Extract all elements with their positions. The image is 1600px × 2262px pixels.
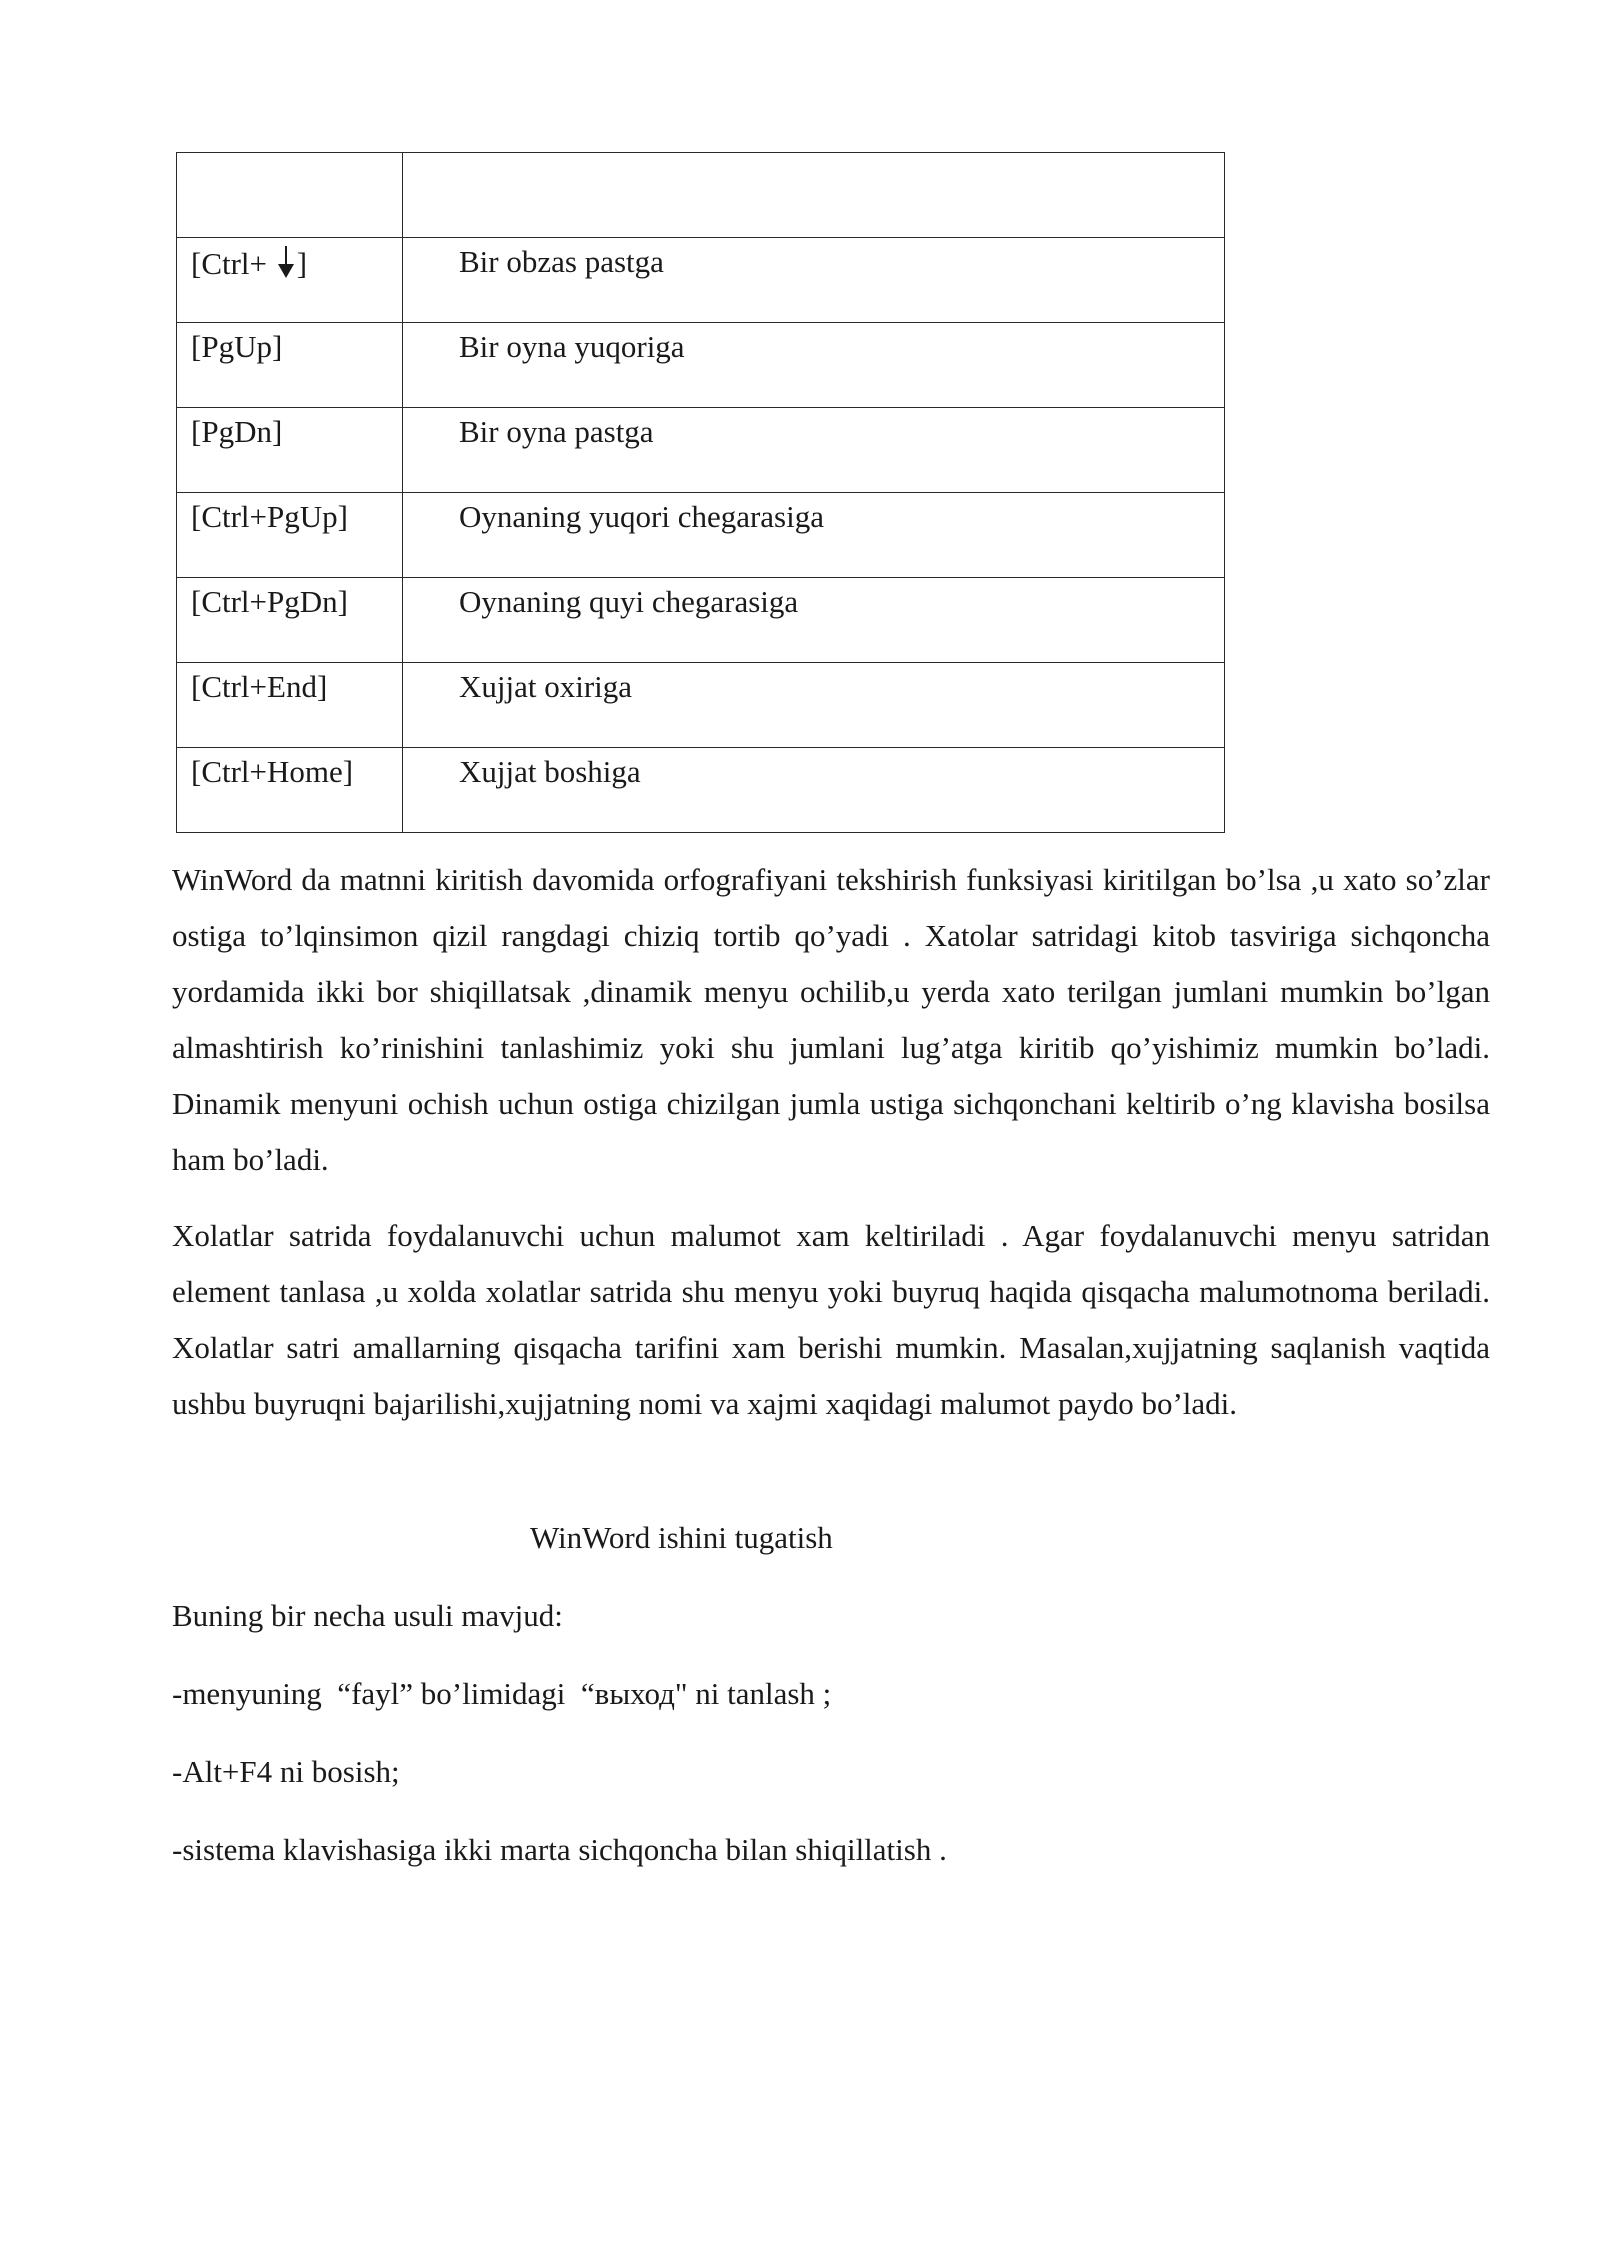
method-item: -Alt+F4 ni bosish; <box>172 1754 400 1789</box>
table-row <box>177 663 1225 748</box>
shortcut-key <box>177 238 403 323</box>
intro-line: Buning bir necha usuli mavjud: <box>172 1598 563 1633</box>
table-header-row <box>177 153 1225 238</box>
paragraph-status-bar: Xolatlar satrida foydalanuvchi uchun malumot xam keltiriladi . Agar foydalanuvchi menyu satridan element tanlasa ,u xolda xolatlar satrida shu menyu yoki buyruq haqida qisqacha malumotnoma beriladi. Xolatlar satri amallarning qisqacha tarifini xam berishi mumkin. Masalan,xujjatning saqlanish vaqtida ushbu buyruqni bajarilishi,xujjatning nomi va xajmi xaqidagi malumot paydo bo’ladi. <box>172 1218 1490 1421</box>
paragraph-spellcheck: WinWord da matnni kiritish davomida orfografiyani tekshirish funksiyasi kiritilgan bo’lsa ,u xato so’zlar ostiga to’lqinsimon qizil rangdagi chiziq tortib qo’yadi . Xatolar satridagi kitob tasviriga sichqoncha yordamida ikki bor shiqillatsak ,dinamik menyu ochilib,u yerda xato terilgan jumlani mumkin bo’lgan almashtirish ko’rinishini tanlashimiz yoki shu jumlani lug’atga kiritib qo’yishimiz mumkin bo’ladi. Dinamik menyuni ochish uchun ostiga chizilgan jumla ustiga sichqonchani keltirib o’ng klavisha bosilsa ham bo’ladi. <box>172 862 1490 1177</box>
shortcut-key: [PgDn] <box>177 408 403 493</box>
shortcut-key: [Ctrl+PgUp] <box>177 493 403 578</box>
table-row <box>177 493 1225 578</box>
shortcut-key-prefix: [Ctrl+ <box>191 246 275 281</box>
shortcut-key-suffix: ] <box>296 246 308 281</box>
table-row <box>177 578 1225 663</box>
down-arrow-icon <box>275 246 297 280</box>
shortcut-key: [Ctrl+Home] <box>177 748 403 833</box>
shortcut-description: Oynaning quyi chegarasiga <box>403 578 1225 663</box>
shortcut-key: [Ctrl+End] <box>177 663 403 748</box>
table-row <box>177 748 1225 833</box>
shortcut-description: Oynaning yuqori chegarasiga <box>403 493 1225 578</box>
method-item: -menyuning “fayl” bo’limidagi “выход" ni tanlash ; <box>172 1676 832 1711</box>
table-row <box>177 238 1225 323</box>
table-row <box>177 408 1225 493</box>
shortcut-description: Bir obzas pastga <box>403 238 1225 323</box>
section-heading: WinWord ishini tugatish <box>530 1520 833 1555</box>
shortcut-description: Xujjat oxiriga <box>403 663 1225 748</box>
shortcut-table <box>176 152 1225 833</box>
shortcut-description: Bir oyna yuqoriga <box>403 323 1225 408</box>
shortcut-description: Xujjat boshiga <box>403 748 1225 833</box>
table-row <box>177 323 1225 408</box>
method-item: -sistema klavishasiga ikki marta sichqoncha bilan shiqillatish . <box>172 1832 947 1867</box>
shortcut-key: [Ctrl+PgDn] <box>177 578 403 663</box>
shortcut-description: Bir oyna pastga <box>403 408 1225 493</box>
header-cell-desc <box>403 153 1225 238</box>
header-cell-key <box>177 153 403 238</box>
shortcut-key: [PgUp] <box>177 323 403 408</box>
